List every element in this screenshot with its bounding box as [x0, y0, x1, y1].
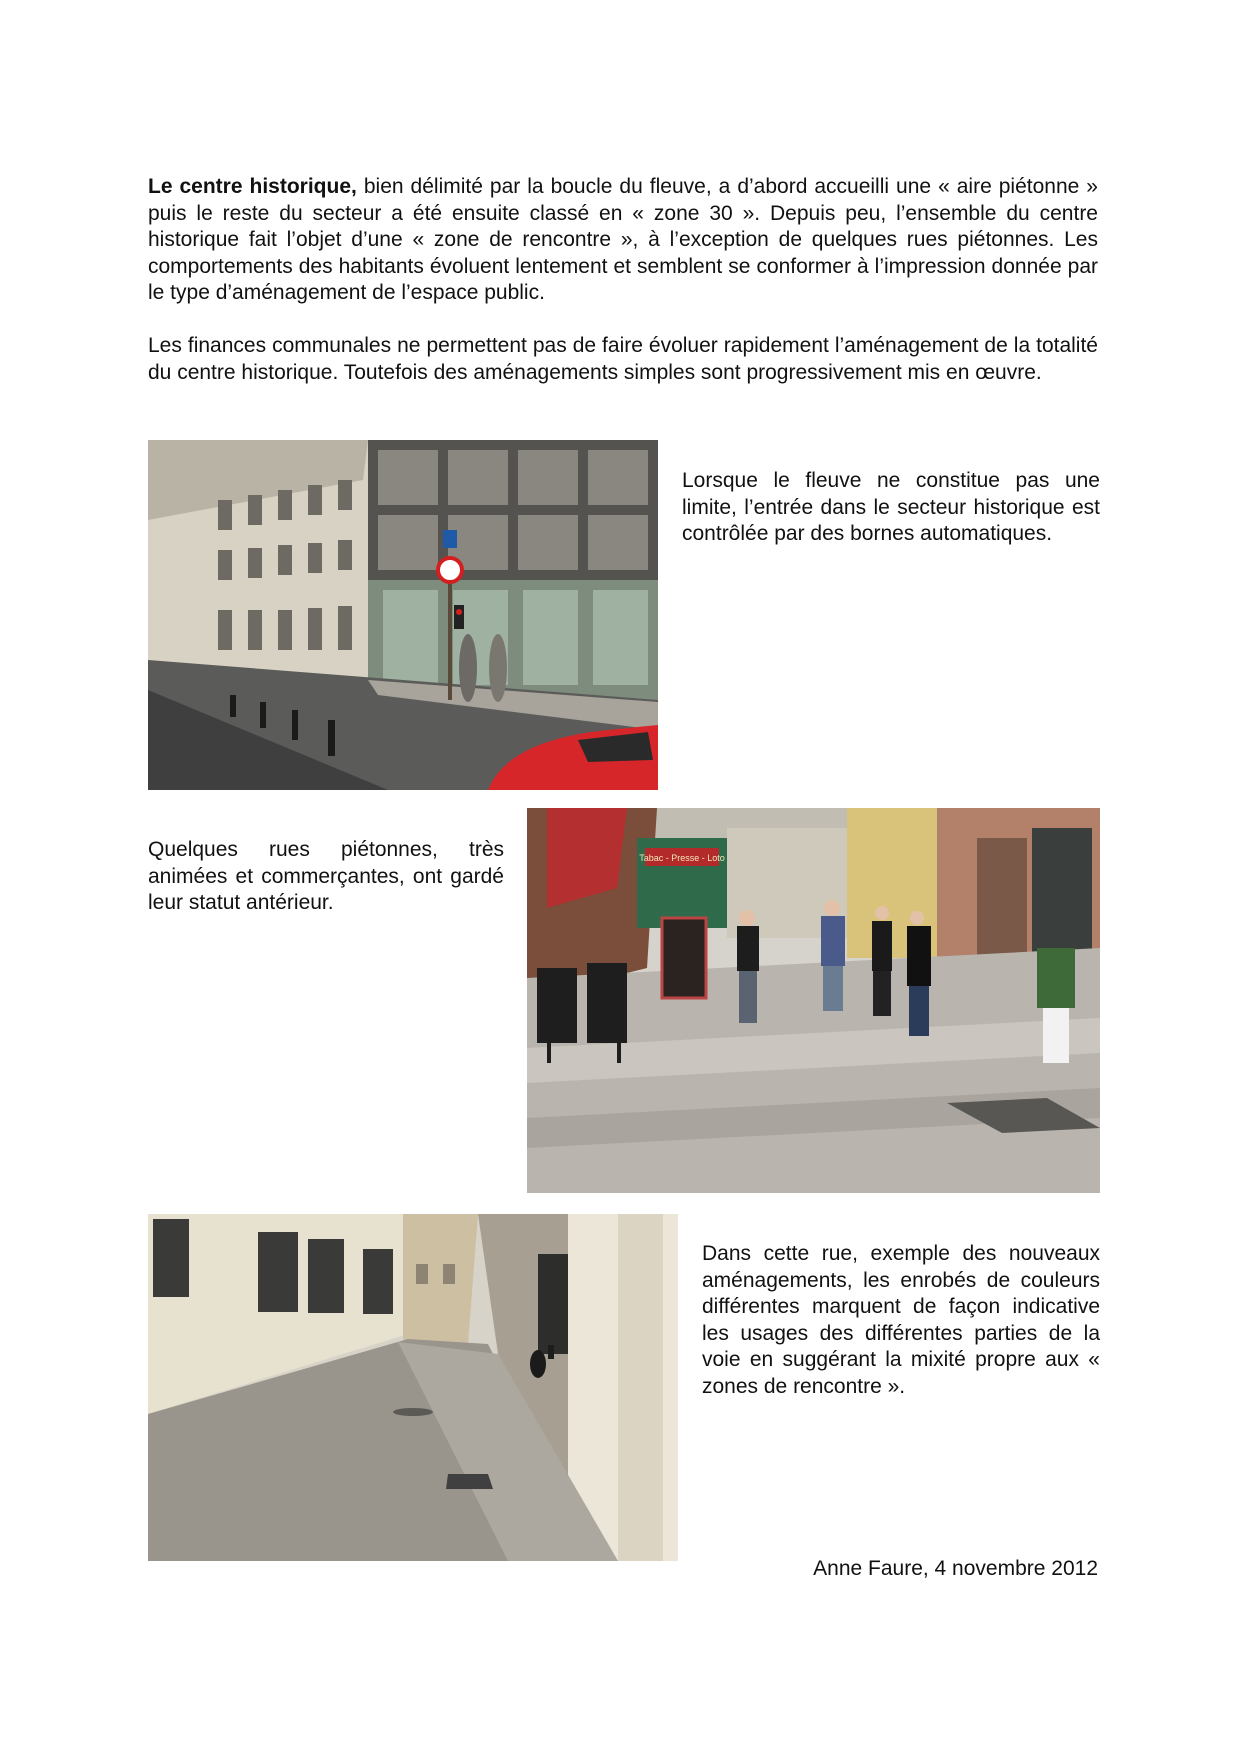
photo-new-street [148, 1214, 678, 1561]
shop-sign-text: Tabac - Presse - Loto [639, 853, 725, 863]
intro-paragraph [148, 174, 1098, 307]
caption-bollards: Lorsque le fleuve ne constitue pas une limite, l’entrée dans le secteur historique est contrôlée par des bornes automatiques. [682, 469, 1100, 545]
signature: Anne Faure, 4 novembre 2012 [813, 1557, 1098, 1580]
caption-new-layout: Dans cette rue, exemple des nouveaux aménagements, les enrobés de couleurs différentes marquent de façon indicative les usages des différentes parties de la voie en suggérant la mixité propre aux « zones de rencontre ». [702, 1242, 1100, 1398]
photo-pedestrian-street [527, 808, 1100, 1193]
finances-paragraph: Les finances communales ne permettent pas de faire évoluer rapidement l’aménagement de la totalité du centre historique. Toutefois des aménagements simples sont progressivement mis en œuvre. [148, 334, 1098, 384]
intro-lead: Le centre historique, [148, 175, 357, 198]
photo-bollards-street [148, 440, 658, 790]
caption-pedestrian-streets: Quelques rues piétonnes, très animées et commerçantes, ont gardé leur statut antérieur. [148, 838, 504, 914]
intro-text: bien délimité par la boucle du fleuve, a d’abord accueilli une « aire piétonne » puis le reste du secteur a été ensuite classé en « zone 30 ». Depuis peu, l’ensemble du centre historique fait l’objet d’une « zone de rencontre », à l’exception de quelques rues piétonnes. Les comportements des habitants évoluent lentement et semblent se conformer à l’impression donnée par le type d’aménagement de l’espace public. [148, 175, 1098, 304]
